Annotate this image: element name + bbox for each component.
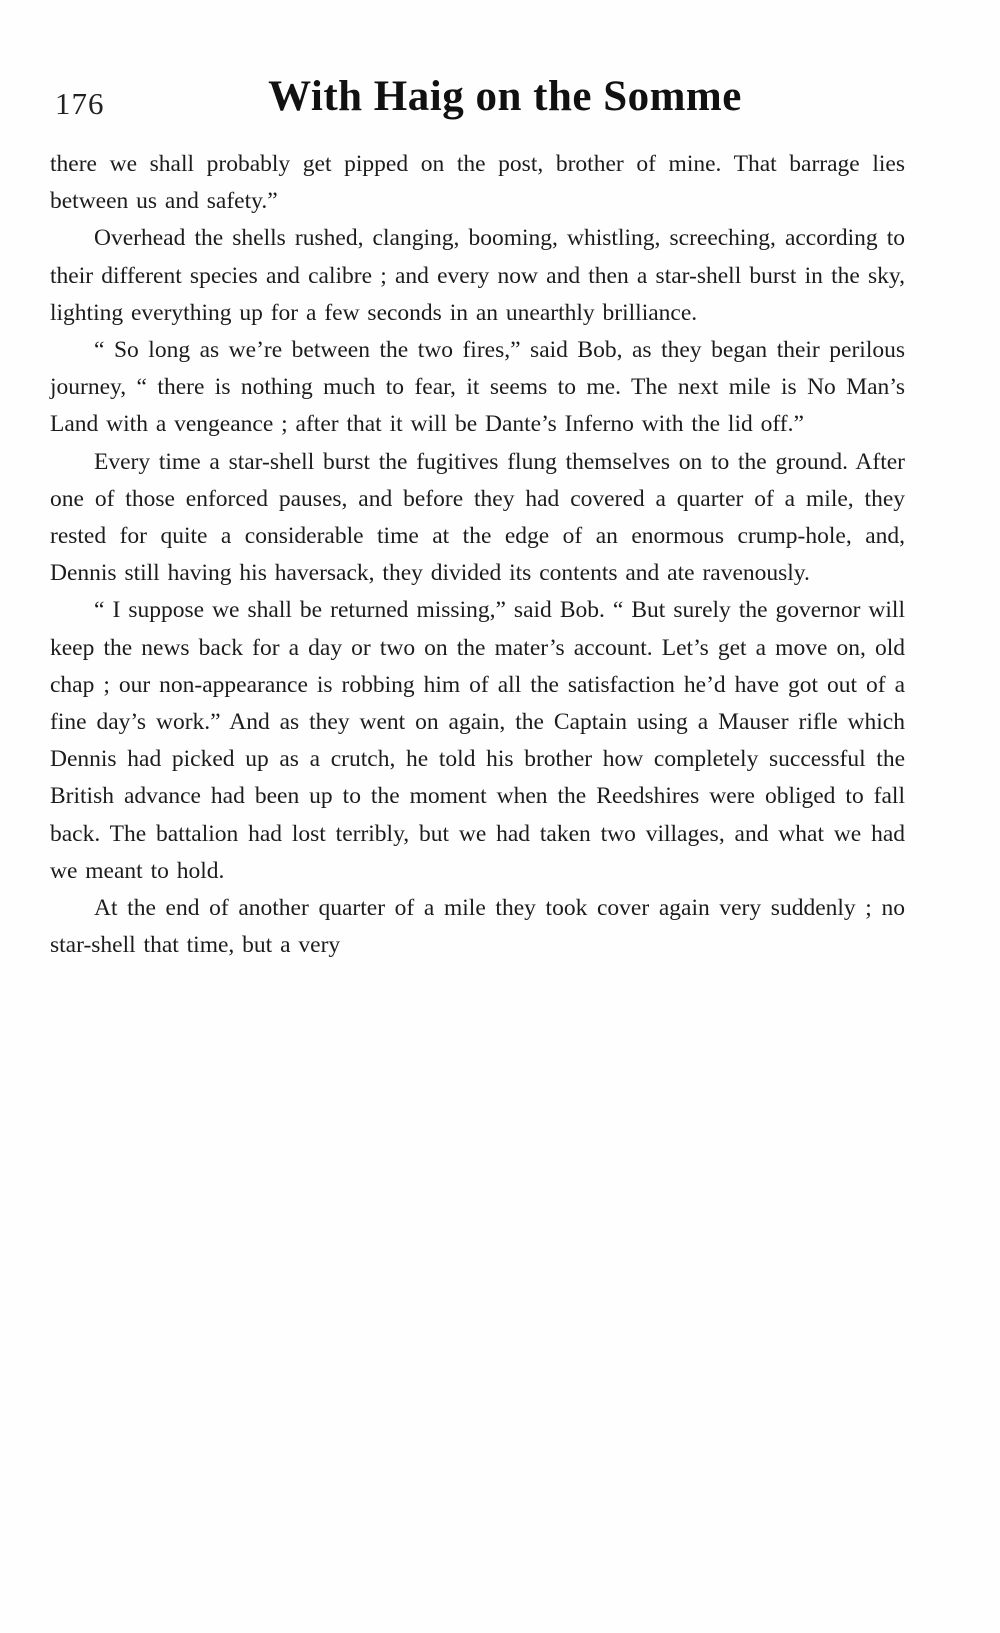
paragraph: Overhead the shells rushed, clanging, booming, whistling, screeching, according to their different species and calibre ; and every now and then a star-shell burst in the sky, lighting everything up for a few seconds in an unearthly brilliance. xyxy=(50,225,905,326)
page-number: 176 xyxy=(55,86,105,121)
paragraph: there we shall probably get pipped on the post, brother of mine. That barrage lies between us and safety.” xyxy=(50,151,905,215)
paragraph: At the end of another quarter of a mile they took cover again very suddenly ; no star-shell that time, but a very xyxy=(50,895,905,959)
paragraph: Every time a star-shell burst the fugitives flung themselves on to the ground. After one of those enforced pauses, and before they had covered a quarter of a mile, they rested for quite a considerable time at the edge of an enormous crump-hole, and, Dennis still having his haversack, they divided its contents and ate ravenously. xyxy=(50,448,905,587)
body-text xyxy=(0,128,1000,964)
paragraph: “ I suppose we shall be returned missing,” said Bob. “ But surely the governor will keep the news back for a day or two on the mater’s account. Let’s get a move on, old chap ; our non-appearance is robbing him of all the satisfaction he’d have got out of a fine day’s work.” And as they went on again, the Captain using a Mauser rifle which Dennis had picked up as a crutch, he told his brother how completely successful the British advance had been up to the moment when the Reedshires were obliged to fall back. The battalion had lost terribly, but we had taken two villages, and what we had we meant to hold. xyxy=(50,597,905,884)
paragraph: “ So long as we’re between the two fires,” said Bob, as they began their perilous journey, “ there is nothing much to fear, it seems to me. The next mile is No Man’s Land with a vengeance ; after that it will be Dante’s Inferno with the lid off.” xyxy=(50,337,905,438)
page-title: With Haig on the Somme xyxy=(268,73,742,120)
page-header xyxy=(0,0,1000,128)
